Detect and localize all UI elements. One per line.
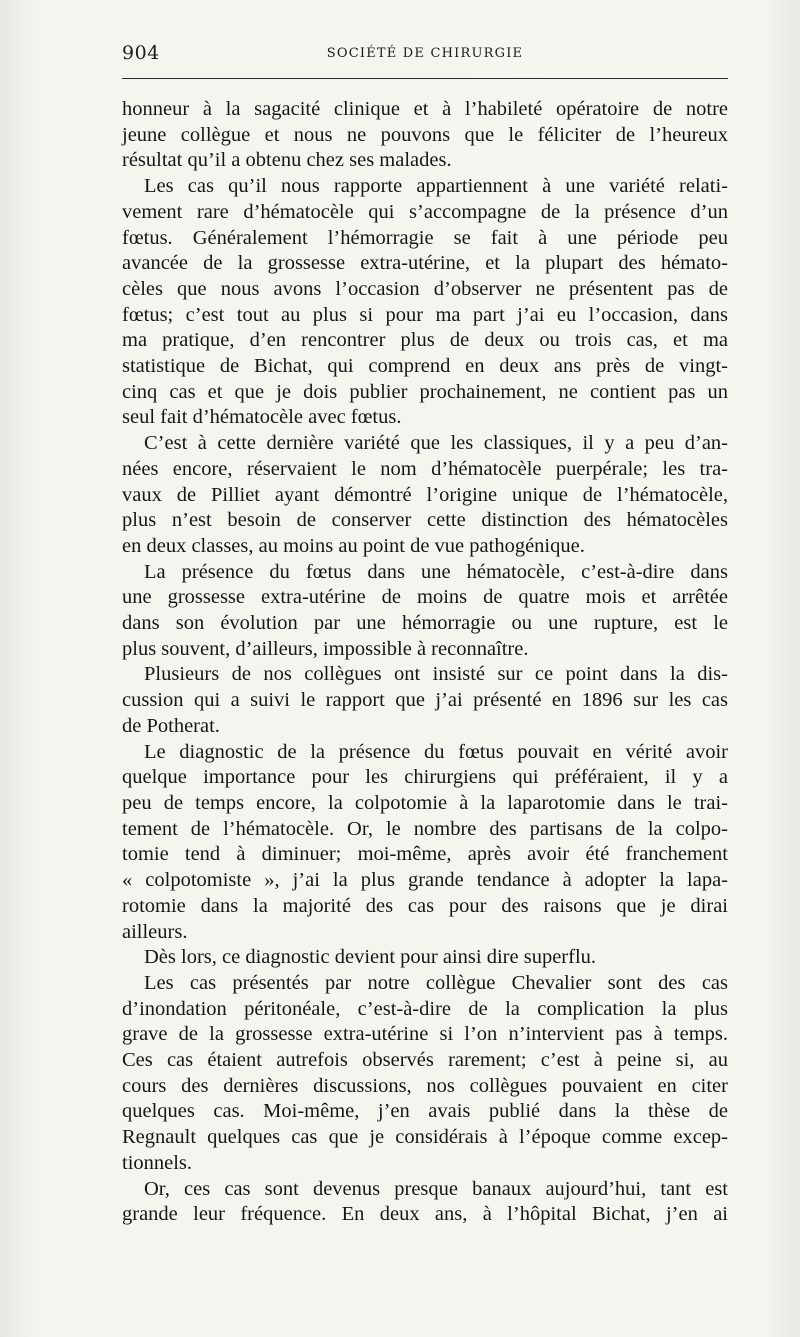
text-line: tement de l’hématocèle. Or, le nombre des partisans de la colpo- [122,817,728,840]
text-line: d’inondation péritonéale, c’est-à-dire de la complication la plus [122,997,728,1020]
text-line: cussion qui a suivi le rapport que j’ai présenté en 1896 sur les cas [122,689,728,712]
text-line: C’est à cette dernière variété que les classiques, il y a peu d’an- [144,432,728,455]
text-line: avancée de la grossesse extra-utérine, et la plupart des hémato- [122,252,728,275]
page-header [122,40,728,70]
text-line: tionnels. [122,1151,193,1174]
text-line: La présence du fœtus dans une hématocèle, c’est-à-dire dans [144,560,728,583]
text-line: Les cas qu’il nous rapporte appartiennent à une variété relati- [144,175,728,198]
text-line: Les cas présentés par notre collègue Chevalier sont des cas [144,971,728,994]
text-line: Le diagnostic de la présence du fœtus pouvait en vérité avoir [144,740,728,763]
text-line: vaux de Pilliet ayant démontré l’origine unique de l’hématocèle, [122,483,728,506]
text-line: cèles que nous avons l’occasion d’observer ne présentent pas de [122,277,728,300]
text-line: grande leur fréquence. En deux ans, à l’hôpital Bichat, j’en ai [122,1203,728,1226]
text-line: grave de la grossesse extra-utérine si l’on n’intervient pas à temps. [122,1023,728,1046]
text-line: cinq cas et que je dois publier prochainement, ne contient pas un [122,380,728,403]
text-line: Dès lors, ce diagnostic devient pour ainsi dire superflu. [144,946,597,969]
text-line: quelque importance pour les chirurgiens qui préféraient, il y a [122,766,728,789]
text-line: quelques cas. Moi-même, j’en avais publié dans la thèse de [122,1100,728,1123]
text-line: peu de temps encore, la colpotomie à la laparotomie dans le trai- [122,791,728,814]
text-line: statistique de Bichat, qui comprend en deux ans près de vingt- [122,355,728,378]
text-line: fœtus; c’est tout au plus si pour ma part j’ai eu l’occasion, dans [122,303,728,326]
text-line: Or, ces cas sont devenus presque banaux aujourd’hui, tant est [144,1177,728,1200]
text-line: tomie tend à diminuer; moi-même, après avoir été franchement [122,843,728,866]
text-line: ma pratique, d’en rencontrer plus de deux ou trois cas, et ma [122,329,728,352]
text-line: de Potherat. [122,714,220,737]
text-line: rotomie dans la majorité des cas pour des raisons que je dirai [122,894,728,917]
text-line: Regnault quelques cas que je considérais à l’époque comme excep- [122,1126,728,1149]
text-line: dans son évolution par une hémorragie ou une rupture, est le [122,612,728,635]
text-line: plus souvent, d’ailleurs, impossible à reconnaître. [122,637,529,660]
text-line: seul fait d’hématocèle avec fœtus. [122,406,402,429]
body-text [122,97,728,1228]
page-number: 904 [122,42,160,64]
text-line: résultat qu’il a obtenu chez ses malades. [122,149,452,172]
text-line: plus n’est besoin de conserver cette distinction des hématocèles [122,509,728,532]
text-line: en deux classes, au moins au point de vue pathogénique. [122,534,585,557]
text-line: jeune collègue et nous ne pouvons que le féliciter de l’heureux [122,123,728,146]
text-line: ailleurs. [122,920,188,943]
running-head: SOCIÉTÉ DE CHIRURGIE [326,46,524,61]
text-line: nées encore, réservaient le nom d’hématocèle puerpérale; les tra- [122,457,728,480]
text-line: Ces cas étaient autrefois observés rarement; c’est à peine si, au [122,1049,728,1072]
text-line: cours des dernières discussions, nos collègues pouvaient en citer [122,1074,728,1097]
text-line: honneur à la sagacité clinique et à l’habileté opératoire de notre [122,98,728,120]
text-line: une grossesse extra-utérine de moins de quatre mois et arrêtée [122,586,728,609]
text-line: fœtus. Généralement l’hémorragie se fait à une période peu [122,226,728,249]
text-line: vement rare d’hématocèle qui s’accompagne de la présence d’un [122,200,728,223]
text-line: Plusieurs de nos collègues ont insisté sur ce point dans la dis- [144,663,728,686]
text-line: « colpotomiste », j’ai la plus grande tendance à adopter la lapa- [122,869,728,892]
header-rule [122,78,728,79]
